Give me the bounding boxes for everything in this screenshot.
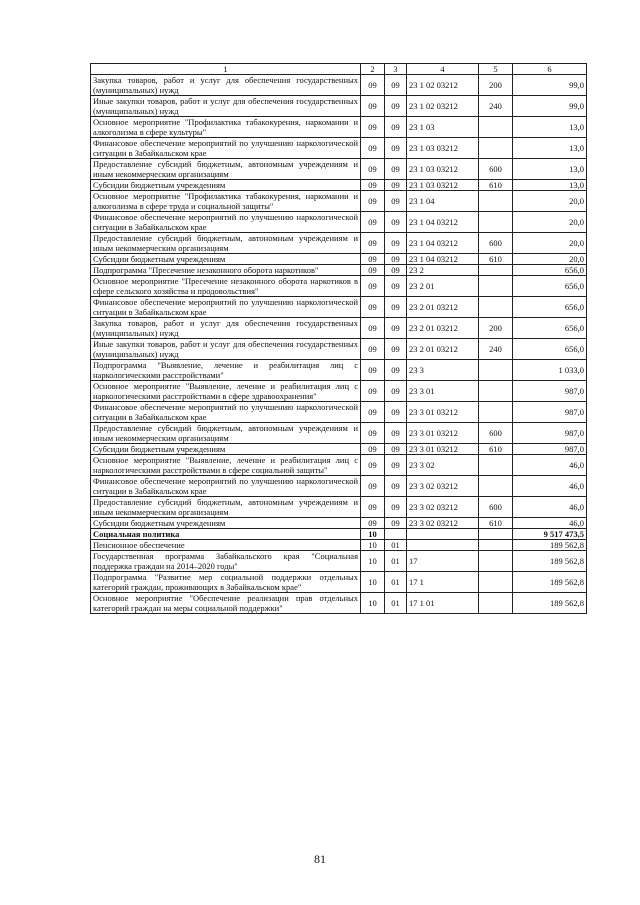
amount-cell: 20,0 <box>513 191 587 212</box>
section-code-cell: 09 <box>361 75 385 96</box>
expense-type-cell <box>479 529 513 540</box>
row-name-cell: Предоставление субсидий бюджетным, автономным учреждениям и иным некоммерческим организациям <box>91 233 361 254</box>
target-article-cell: 23 1 04 03212 <box>407 212 479 233</box>
section-code-cell: 09 <box>361 233 385 254</box>
row-name-cell: Финансовое обеспечение мероприятий по улучшению наркологической ситуации в Забайкальском крае <box>91 402 361 423</box>
column-header-5: 5 <box>479 64 513 75</box>
amount-cell: 20,0 <box>513 254 587 265</box>
expense-type-cell <box>479 540 513 551</box>
table-row <box>91 212 587 233</box>
expense-type-cell <box>479 117 513 138</box>
header-row <box>91 64 587 75</box>
expense-type-cell <box>479 276 513 297</box>
target-article-cell: 23 1 03 03212 <box>407 180 479 191</box>
amount-cell: 99,0 <box>513 96 587 117</box>
column-header-3: 3 <box>385 64 407 75</box>
amount-cell: 189 562,8 <box>513 572 587 593</box>
subsection-code-cell <box>385 529 407 540</box>
column-header-4: 4 <box>407 64 479 75</box>
row-name-cell: Финансовое обеспечение мероприятий по улучшению наркологической ситуации в Забайкальском крае <box>91 138 361 159</box>
section-code-cell: 09 <box>361 339 385 360</box>
row-name-cell: Социальная политика <box>91 529 361 540</box>
table-row <box>91 518 587 529</box>
amount-cell: 46,0 <box>513 497 587 518</box>
row-name-cell: Субсидии бюджетным учреждениям <box>91 180 361 191</box>
section-code-cell: 09 <box>361 96 385 117</box>
subsection-code-cell: 01 <box>385 572 407 593</box>
target-article-cell: 23 1 04 03212 <box>407 254 479 265</box>
section-code-cell: 09 <box>361 117 385 138</box>
section-code-cell: 09 <box>361 297 385 318</box>
section-code-cell: 09 <box>361 318 385 339</box>
row-name-cell: Субсидии бюджетным учреждениям <box>91 254 361 265</box>
amount-cell: 189 562,8 <box>513 540 587 551</box>
target-article-cell: 17 1 <box>407 572 479 593</box>
subsection-code-cell: 01 <box>385 551 407 572</box>
expense-type-cell <box>479 297 513 318</box>
amount-cell: 1 033,0 <box>513 360 587 381</box>
table-row <box>91 572 587 593</box>
target-article-cell: 23 2 <box>407 265 479 276</box>
target-article-cell: 23 1 03 <box>407 117 479 138</box>
row-name-cell: Предоставление субсидий бюджетным, автономным учреждениям и иным некоммерческим организациям <box>91 159 361 180</box>
subsection-code-cell: 09 <box>385 265 407 276</box>
section-code-cell: 09 <box>361 423 385 444</box>
expense-type-cell: 200 <box>479 75 513 96</box>
row-name-cell: Иные закупки товаров, работ и услуг для обеспечения государственных (муниципальных) нужд <box>91 339 361 360</box>
column-header-2: 2 <box>361 64 385 75</box>
subsection-code-cell: 09 <box>385 318 407 339</box>
table-row <box>91 75 587 96</box>
expense-type-cell: 610 <box>479 444 513 455</box>
amount-cell: 46,0 <box>513 476 587 497</box>
amount-cell: 13,0 <box>513 180 587 191</box>
section-code-cell: 10 <box>361 572 385 593</box>
expense-type-cell: 610 <box>479 180 513 191</box>
target-article-cell <box>407 529 479 540</box>
row-name-cell: Субсидии бюджетным учреждениям <box>91 444 361 455</box>
section-code-cell: 09 <box>361 476 385 497</box>
target-article-cell: 23 3 02 <box>407 455 479 476</box>
row-name-cell: Основное мероприятие "Выявление, лечение и реабилитация лиц с наркологическими расстройствами в сфере здравоохранения" <box>91 381 361 402</box>
subsection-code-cell: 09 <box>385 402 407 423</box>
amount-cell: 656,0 <box>513 339 587 360</box>
target-article-cell: 23 2 01 03212 <box>407 318 479 339</box>
subsection-code-cell: 09 <box>385 276 407 297</box>
target-article-cell: 23 2 01 03212 <box>407 297 479 318</box>
section-code-cell: 09 <box>361 455 385 476</box>
section-code-cell: 09 <box>361 212 385 233</box>
subsection-code-cell: 09 <box>385 159 407 180</box>
expense-type-cell <box>479 138 513 159</box>
amount-cell: 656,0 <box>513 297 587 318</box>
section-code-cell: 09 <box>361 518 385 529</box>
row-name-cell: Государственная программа Забайкальского края "Социальная поддержка граждан на 2014–2020 годы" <box>91 551 361 572</box>
amount-cell: 46,0 <box>513 455 587 476</box>
amount-cell: 9 517 473,5 <box>513 529 587 540</box>
expense-type-cell <box>479 265 513 276</box>
row-name-cell: Пенсионное обеспечение <box>91 540 361 551</box>
amount-cell: 656,0 <box>513 318 587 339</box>
section-code-cell: 09 <box>361 191 385 212</box>
section-code-cell: 09 <box>361 159 385 180</box>
target-article-cell: 23 3 01 03212 <box>407 423 479 444</box>
target-article-cell: 23 1 04 <box>407 191 479 212</box>
table-row <box>91 497 587 518</box>
row-name-cell: Финансовое обеспечение мероприятий по улучшению наркологической ситуации в Забайкальском крае <box>91 297 361 318</box>
row-name-cell: Закупка товаров, работ и услуг для обеспечения государственных (муниципальных) нужд <box>91 75 361 96</box>
section-code-cell: 10 <box>361 540 385 551</box>
subsection-code-cell: 09 <box>385 518 407 529</box>
amount-cell: 987,0 <box>513 423 587 444</box>
section-code-cell: 09 <box>361 138 385 159</box>
amount-cell: 99,0 <box>513 75 587 96</box>
row-name-cell: Подпрограмма "Пресечение незаконного оборота наркотиков" <box>91 265 361 276</box>
table-row <box>91 180 587 191</box>
section-code-cell: 09 <box>361 265 385 276</box>
table-row <box>91 191 587 212</box>
expense-type-cell: 600 <box>479 423 513 444</box>
subsection-code-cell: 09 <box>385 254 407 265</box>
row-name-cell: Предоставление субсидий бюджетным, автономным учреждениям и иным некоммерческим организациям <box>91 423 361 444</box>
amount-cell: 656,0 <box>513 276 587 297</box>
expense-type-cell <box>479 572 513 593</box>
target-article-cell: 23 3 01 03212 <box>407 444 479 455</box>
amount-cell: 656,0 <box>513 265 587 276</box>
table-row <box>91 297 587 318</box>
target-article-cell: 23 1 02 03212 <box>407 96 479 117</box>
table-row <box>91 254 587 265</box>
section-code-cell: 09 <box>361 276 385 297</box>
row-name-cell: Финансовое обеспечение мероприятий по улучшению наркологической ситуации в Забайкальском крае <box>91 212 361 233</box>
target-article-cell: 23 2 01 <box>407 276 479 297</box>
table-row <box>91 455 587 476</box>
target-article-cell: 23 1 03 03212 <box>407 138 479 159</box>
subsection-code-cell: 09 <box>385 233 407 254</box>
section-code-cell: 10 <box>361 551 385 572</box>
subsection-code-cell: 09 <box>385 117 407 138</box>
amount-cell: 987,0 <box>513 444 587 455</box>
expense-type-cell <box>479 360 513 381</box>
table-row <box>91 318 587 339</box>
row-name-cell: Подпрограмма "Развитие мер социальной поддержки отдельных категорий граждан, проживающих в Забайкальском крае" <box>91 572 361 593</box>
row-name-cell: Основное мероприятие "Пресечение незаконного оборота наркотиков в сфере сельского хозяйства и продовольствия" <box>91 276 361 297</box>
subsection-code-cell: 09 <box>385 476 407 497</box>
section-code-cell: 09 <box>361 360 385 381</box>
subsection-code-cell: 09 <box>385 339 407 360</box>
table-row <box>91 402 587 423</box>
subsection-code-cell: 09 <box>385 75 407 96</box>
target-article-cell: 23 3 01 03212 <box>407 402 479 423</box>
table-row <box>91 540 587 551</box>
section-code-cell: 09 <box>361 444 385 455</box>
expense-type-cell: 610 <box>479 518 513 529</box>
row-name-cell: Основное мероприятие "Профилактика табакокурения, наркомании и алкоголизма в сфере труда и социальной защиты" <box>91 191 361 212</box>
expense-type-cell: 600 <box>479 497 513 518</box>
budget-table <box>90 63 587 614</box>
section-code-cell: 10 <box>361 529 385 540</box>
expense-type-cell: 240 <box>479 96 513 117</box>
subsection-code-cell: 09 <box>385 96 407 117</box>
target-article-cell: 23 3 01 <box>407 381 479 402</box>
section-code-cell: 09 <box>361 381 385 402</box>
table-row <box>91 360 587 381</box>
table-row <box>91 423 587 444</box>
target-article-cell: 17 <box>407 551 479 572</box>
amount-cell: 20,0 <box>513 233 587 254</box>
column-header-1: 1 <box>91 64 361 75</box>
expense-type-cell: 600 <box>479 159 513 180</box>
table-body <box>91 75 587 614</box>
target-article-cell: 23 3 02 03212 <box>407 497 479 518</box>
subsection-code-cell: 09 <box>385 297 407 318</box>
page-number: 81 <box>314 852 326 866</box>
target-article-cell: 17 1 01 <box>407 593 479 614</box>
section-code-cell: 10 <box>361 593 385 614</box>
subsection-code-cell: 09 <box>385 212 407 233</box>
table-row <box>91 276 587 297</box>
subsection-code-cell: 09 <box>385 180 407 191</box>
section-code-cell: 09 <box>361 180 385 191</box>
table-row <box>91 159 587 180</box>
subsection-code-cell: 09 <box>385 138 407 159</box>
row-name-cell: Основное мероприятие "Обеспечение реализации прав отдельных категорий граждан на меры социальной поддержки" <box>91 593 361 614</box>
subsection-code-cell: 09 <box>385 360 407 381</box>
column-header-6: 6 <box>513 64 587 75</box>
table-row <box>91 476 587 497</box>
subsection-code-cell: 09 <box>385 455 407 476</box>
row-name-cell: Субсидии бюджетным учреждениям <box>91 518 361 529</box>
expense-type-cell <box>479 212 513 233</box>
target-article-cell: 23 1 02 03212 <box>407 75 479 96</box>
table-row <box>91 551 587 572</box>
expense-type-cell: 600 <box>479 233 513 254</box>
target-article-cell: 23 3 02 03212 <box>407 476 479 497</box>
table-row <box>91 593 587 614</box>
target-article-cell: 23 3 02 03212 <box>407 518 479 529</box>
expense-type-cell: 240 <box>479 339 513 360</box>
amount-cell: 13,0 <box>513 138 587 159</box>
row-name-cell: Предоставление субсидий бюджетным, автономным учреждениям и иным некоммерческим организациям <box>91 497 361 518</box>
row-name-cell: Основное мероприятие "Профилактика табакокурения, наркомании и алкоголизма в сфере культуры" <box>91 117 361 138</box>
expense-type-cell <box>479 381 513 402</box>
section-code-cell: 09 <box>361 254 385 265</box>
table-row <box>91 117 587 138</box>
expense-type-cell <box>479 476 513 497</box>
expense-type-cell <box>479 551 513 572</box>
table-row <box>91 381 587 402</box>
target-article-cell: 23 1 03 03212 <box>407 159 479 180</box>
subsection-code-cell: 09 <box>385 191 407 212</box>
amount-cell: 46,0 <box>513 518 587 529</box>
subsection-code-cell: 09 <box>385 444 407 455</box>
target-article-cell: 23 2 01 03212 <box>407 339 479 360</box>
target-article-cell <box>407 540 479 551</box>
table-row <box>91 96 587 117</box>
amount-cell: 13,0 <box>513 159 587 180</box>
subsection-code-cell: 09 <box>385 381 407 402</box>
expense-type-cell <box>479 191 513 212</box>
row-name-cell: Подпрограмма "Выявление, лечение и реабилитация лиц с наркологическими расстройствами" <box>91 360 361 381</box>
section-code-cell: 09 <box>361 497 385 518</box>
amount-cell: 987,0 <box>513 381 587 402</box>
target-article-cell: 23 3 <box>407 360 479 381</box>
expense-type-cell <box>479 455 513 476</box>
expense-type-cell <box>479 402 513 423</box>
amount-cell: 13,0 <box>513 117 587 138</box>
table-row <box>91 444 587 455</box>
table-row <box>91 265 587 276</box>
table-row <box>91 138 587 159</box>
amount-cell: 189 562,8 <box>513 593 587 614</box>
amount-cell: 189 562,8 <box>513 551 587 572</box>
row-name-cell: Основное мероприятие "Выявление, лечение и реабилитация лиц с наркологическими расстройствами в сфере социальной защиты" <box>91 455 361 476</box>
table-row <box>91 233 587 254</box>
row-name-cell: Закупка товаров, работ и услуг для обеспечения государственных (муниципальных) нужд <box>91 318 361 339</box>
row-name-cell: Иные закупки товаров, работ и услуг для обеспечения государственных (муниципальных) нужд <box>91 96 361 117</box>
expense-type-cell: 610 <box>479 254 513 265</box>
table-row <box>91 339 587 360</box>
subsection-code-cell: 09 <box>385 497 407 518</box>
expense-type-cell <box>479 593 513 614</box>
expense-type-cell: 200 <box>479 318 513 339</box>
subsection-code-cell: 01 <box>385 593 407 614</box>
row-name-cell: Финансовое обеспечение мероприятий по улучшению наркологической ситуации в Забайкальском крае <box>91 476 361 497</box>
table-row <box>91 529 587 540</box>
subsection-code-cell: 01 <box>385 540 407 551</box>
amount-cell: 20,0 <box>513 212 587 233</box>
target-article-cell: 23 1 04 03212 <box>407 233 479 254</box>
subsection-code-cell: 09 <box>385 423 407 444</box>
section-code-cell: 09 <box>361 402 385 423</box>
amount-cell: 987,0 <box>513 402 587 423</box>
